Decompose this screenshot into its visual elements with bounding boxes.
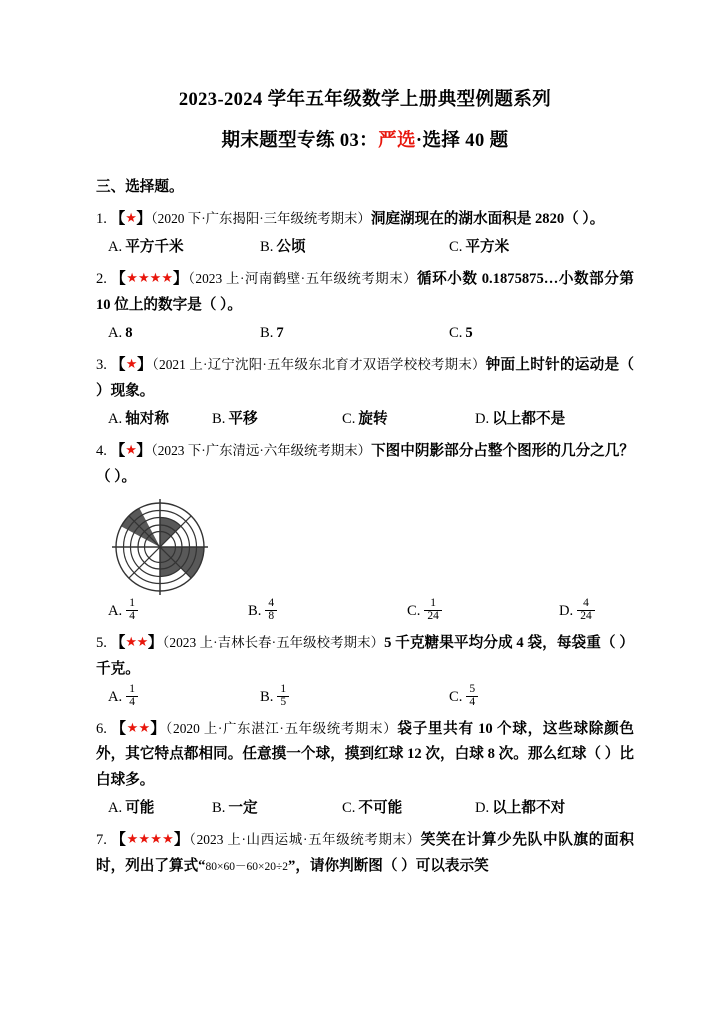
option-letter: C. <box>342 800 356 817</box>
fraction <box>424 598 442 622</box>
fraction <box>265 598 277 622</box>
options-question-1 <box>96 234 634 261</box>
fraction <box>126 598 138 622</box>
section-heading: 三、选择题。 <box>96 179 184 196</box>
question-number: 2. <box>96 270 107 287</box>
difficulty-stars-icon: ★★ <box>126 719 151 735</box>
numerator: 5 <box>469 682 476 695</box>
option-letter: C. <box>449 324 463 341</box>
option-d[interactable] <box>475 406 565 433</box>
difficulty-bracket-open: 【 <box>110 634 126 651</box>
question-number: 4. <box>96 442 107 459</box>
question-text: 下图中阴影部分占整个图形的几分之几？（ ）。 <box>96 442 634 485</box>
option-letter: B. <box>248 602 262 619</box>
options-question-5 <box>96 684 634 711</box>
option-c[interactable] <box>407 598 559 625</box>
difficulty-bracket-close: 】 <box>136 442 152 459</box>
option-letter: B. <box>260 688 274 705</box>
option-letter: B. <box>260 324 274 341</box>
option-letter: B. <box>212 410 226 427</box>
concentric-target-diagram-icon <box>110 497 210 597</box>
option-letter: B. <box>260 238 274 255</box>
question-formula: 80×60－60×20÷2 <box>205 861 289 874</box>
numerator: 1 <box>129 682 135 695</box>
question-4 <box>96 438 634 491</box>
question-5 <box>96 630 634 683</box>
option-letter: D. <box>559 602 574 619</box>
option-c[interactable] <box>449 320 473 347</box>
option-letter: A. <box>108 800 123 817</box>
question-text: 袋子里共有 10 个球，这些球除颜色外，其它特点都相同。任意摸一个球，摸到红球 12 次，白球 8 次。那么红球（ ）比白球多。 <box>96 720 634 789</box>
option-a[interactable] <box>108 684 260 711</box>
difficulty-stars-icon: ★ <box>125 209 137 225</box>
option-letter: A. <box>108 602 123 619</box>
option-label: 5 <box>465 324 473 341</box>
question-1 <box>96 206 634 233</box>
option-label: 不可能 <box>358 800 403 817</box>
question-number: 6. <box>96 720 107 737</box>
option-label: 以上都不是 <box>492 410 566 427</box>
numerator: 1 <box>430 596 437 609</box>
page-title: 2023-2024 学年五年级数学上册典型例题系列 <box>178 90 552 110</box>
option-label: 可能 <box>125 800 155 817</box>
question-text: 洞庭湖现在的湖水面积是 2820（ ）。 <box>370 210 605 227</box>
option-letter: A. <box>108 238 123 255</box>
option-label: 一定 <box>228 800 258 817</box>
subtitle-prefix: 期末题型专练 03： <box>221 130 379 151</box>
option-b[interactable] <box>212 406 342 433</box>
option-a[interactable] <box>108 598 248 625</box>
question-text-after: ”，请你判断图（ ）可以表示笑 <box>288 858 489 875</box>
fraction <box>466 684 478 708</box>
question-source: （2023 上·山西运城·五年级统考期末） <box>189 832 421 848</box>
numerator: 1 <box>280 682 287 695</box>
question-3 <box>96 352 634 405</box>
option-letter: C. <box>449 238 463 255</box>
option-d[interactable] <box>559 598 596 625</box>
option-letter: A. <box>108 688 123 705</box>
option-a[interactable] <box>108 406 212 433</box>
option-letter: D. <box>475 800 490 817</box>
question-text: 钟面上时针的运动是（ ）现象。 <box>96 356 634 399</box>
denominator: 24 <box>577 610 595 623</box>
difficulty-stars-icon: ★★★★ <box>126 269 174 285</box>
difficulty-bracket-close: 】 <box>173 832 190 849</box>
question-2 <box>96 266 634 319</box>
option-label: 平方千米 <box>125 238 184 255</box>
denominator: 24 <box>424 610 442 623</box>
question-4-figure <box>96 497 634 597</box>
option-letter: A. <box>108 410 123 427</box>
option-label: 轴对称 <box>125 410 169 427</box>
numerator: 4 <box>583 596 589 609</box>
difficulty-bracket-open: 【 <box>110 442 126 459</box>
question-source: （2020 上·广东湛江·五年级统考期末） <box>165 720 398 736</box>
option-a[interactable] <box>108 795 212 822</box>
options-question-6 <box>96 795 634 822</box>
difficulty-bracket-close: 】 <box>147 634 163 651</box>
option-c[interactable] <box>342 406 475 433</box>
option-letter: C. <box>407 602 421 619</box>
question-number: 1. <box>96 210 107 227</box>
difficulty-stars-icon: ★★ <box>125 633 148 649</box>
difficulty-bracket-close: 】 <box>137 356 153 373</box>
option-b[interactable] <box>260 684 449 711</box>
question-source: （2023 下·广东清远·六年级统考期末） <box>151 442 372 458</box>
option-a[interactable] <box>108 234 260 261</box>
question-number: 5. <box>96 634 107 651</box>
question-number: 3. <box>96 356 107 373</box>
option-b[interactable] <box>248 598 407 625</box>
option-c[interactable] <box>449 684 479 711</box>
option-label: 旋转 <box>358 410 388 427</box>
option-label: 以上都不对 <box>492 800 566 817</box>
denominator: 4 <box>466 696 478 709</box>
denominator: 4 <box>126 696 138 709</box>
difficulty-bracket-close: 】 <box>136 210 151 227</box>
option-a[interactable] <box>108 320 260 347</box>
option-label: 平方米 <box>465 238 510 255</box>
option-c[interactable] <box>449 234 509 261</box>
question-source: （2021 上·辽宁沈阳·五年级东北育才双语学校校考期末） <box>152 356 486 372</box>
option-label: 公顷 <box>276 238 306 255</box>
option-c[interactable] <box>342 795 475 822</box>
question-text: 5 千克糖果平均分成 4 袋，每袋重（ ）千克。 <box>96 634 634 677</box>
difficulty-bracket-close: 】 <box>150 720 166 737</box>
fraction <box>277 684 289 708</box>
option-letter: A. <box>108 324 123 341</box>
option-d[interactable] <box>475 795 565 822</box>
difficulty-stars-icon: ★★★★ <box>126 831 174 847</box>
question-text: 循环小数 0.1875875…小数部分第 10 位上的数字是（ ）。 <box>96 270 634 313</box>
fraction <box>126 684 138 708</box>
options-question-4 <box>96 598 634 625</box>
subtitle-suffix: ·选择 40 题 <box>415 130 509 151</box>
option-letter: C. <box>449 688 463 705</box>
option-label: 8 <box>125 324 133 341</box>
difficulty-stars-icon: ★ <box>125 441 137 457</box>
fraction <box>577 598 595 622</box>
difficulty-bracket-open: 【 <box>111 270 127 287</box>
subtitle-highlight: 严选 <box>378 130 416 151</box>
option-label: 平移 <box>228 410 258 427</box>
option-letter: C. <box>342 410 356 427</box>
denominator: 4 <box>126 610 138 623</box>
question-source: （2023 上·吉林长春·五年级校考期末） <box>162 634 385 650</box>
denominator: 5 <box>277 696 289 709</box>
option-b[interactable] <box>260 320 449 347</box>
difficulty-stars-icon: ★ <box>125 355 138 371</box>
option-letter: B. <box>212 800 226 817</box>
option-b[interactable] <box>212 795 342 822</box>
difficulty-bracket-open: 【 <box>110 356 126 373</box>
option-letter: D. <box>475 410 490 427</box>
question-text-before: 笑笑在计算少先队中队旗的面积时，列出了算式“ <box>96 832 634 875</box>
options-question-3 <box>96 406 634 433</box>
option-b[interactable] <box>260 234 449 261</box>
question-source: （2020 下·广东揭阳·三年级统考期末） <box>150 210 371 226</box>
page-subtitle <box>96 127 634 156</box>
option-label: 7 <box>276 324 284 341</box>
options-question-2 <box>96 320 634 347</box>
question-7 <box>96 827 634 880</box>
denominator: 8 <box>265 610 277 623</box>
title-block <box>96 0 634 155</box>
numerator: 4 <box>268 596 275 609</box>
question-source: （2023 上·河南鹤壁·五年级统考期末） <box>188 270 418 286</box>
numerator: 1 <box>129 596 135 609</box>
question-number: 7. <box>96 832 107 849</box>
difficulty-bracket-open: 【 <box>110 210 126 227</box>
question-6 <box>96 716 634 795</box>
difficulty-bracket-open: 【 <box>111 720 127 737</box>
difficulty-bracket-close: 】 <box>173 270 189 287</box>
difficulty-bracket-open: 【 <box>111 832 127 849</box>
